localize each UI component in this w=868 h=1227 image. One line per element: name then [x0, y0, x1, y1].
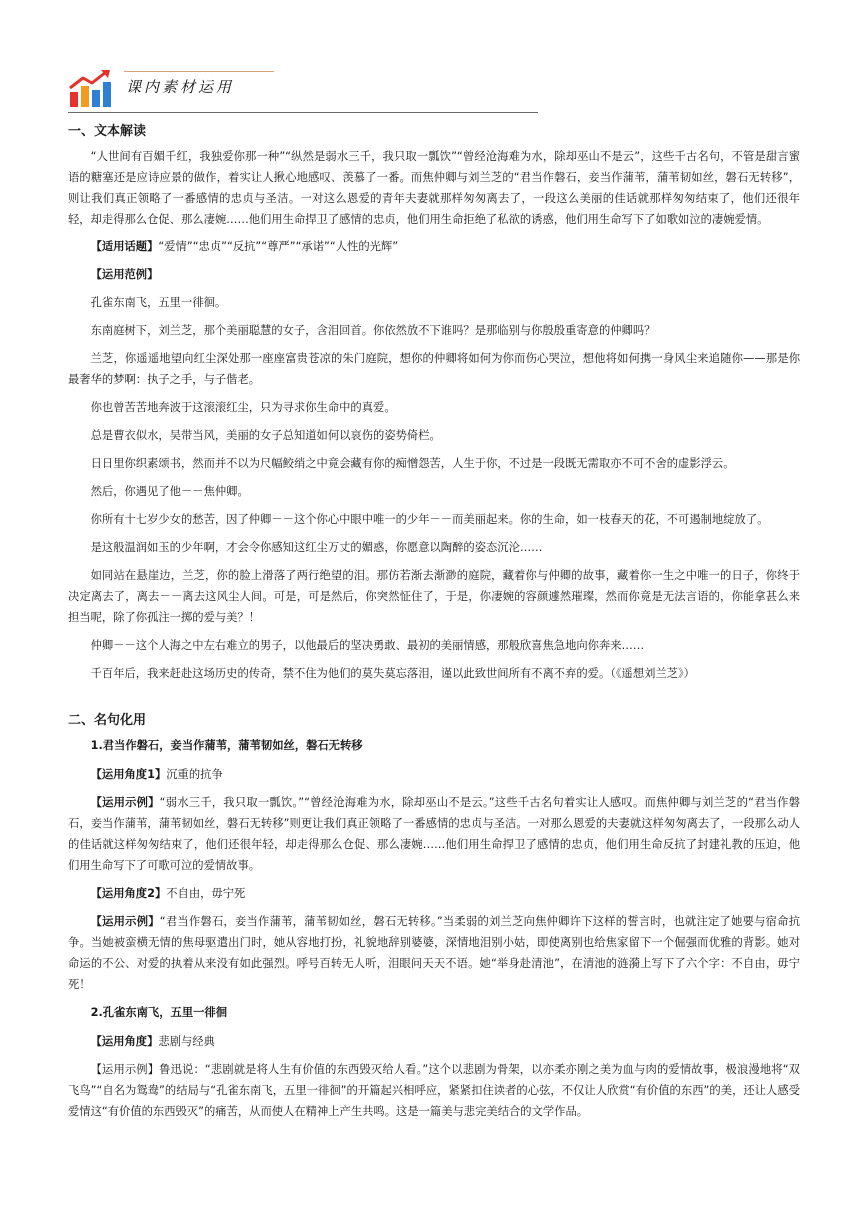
angle-label: 【运用角度2】 — [90, 887, 167, 900]
example-label: 【运用范例】 — [90, 268, 159, 281]
example-line-3 — [68, 1059, 800, 1122]
quote-title-1: 1.君当作磐石，妾当作蒲苇，蒲苇韧如丝，磐石无转移 — [90, 739, 363, 752]
header-accent-line — [124, 71, 274, 72]
example-paragraph: 你所有十七岁少女的愁苦，因了仲卿－－这个你心中眼中唯一的少年－－而美丽起来。你的生命，如一枝春天的花，不可遏制地绽放了。 — [90, 513, 769, 526]
example-text: “弱水三千，我只取一瓢饮。”“曾经沧海难为水，除却巫山不是云。”这些千古名句着实让人感叹。而焦仲卿与刘兰芝的“君当作磐石，妾当作蒲苇，蒲苇韧如丝，磐石无转移”则更让我们真正领略了一番感情的忠贞与圣洁。一对那么恩爱的夫妻就这样匆匆离去了，一段那么动人的佳话就这样匆匆结束了，他们还很年轻，却走得那么仓促、那么凄婉……他们用生命捍卫了感情的忠贞，他们用生命反抗了封建礼教的压迫，他们用生命写下了可歌可泣的爱情故事。 — [68, 796, 800, 872]
logo-bar-blue-2 — [103, 82, 111, 107]
example-paragraph: 东南庭树下，刘兰芝，那个美丽聪慧的女子，含泪回首。你依然放不下谁吗？是那临别与你殷殷重寄意的仲卿吗？ — [90, 324, 656, 337]
header-title: 课内素材运用 — [126, 78, 235, 96]
angle-text: 沉重的抗争 — [166, 768, 223, 781]
example-paragraph: 你也曾苦苦地奔波于这滚滚红尘，只为寻求你生命中的真爱。 — [90, 401, 396, 414]
section-heading-text-reading: 一、文本解读 — [68, 124, 147, 139]
example-paragraph: 千百年后，我来赶赴这场历史的传奇，禁不住为他们的莫失莫忘落泪，谨以此致世间所有不离不弃的爱。（《遥想刘兰芝》） — [90, 667, 695, 680]
example-paragraph: 孔雀东南飞，五里一徘徊。 — [90, 296, 227, 309]
angle-text: 不自由，毋宁死 — [166, 887, 246, 900]
topics-line — [68, 236, 800, 257]
angle-label: 【运用角度1】 — [90, 768, 167, 781]
section-heading-quotes: 二、名句化用 — [68, 713, 147, 728]
angle-text: 悲剧与经典 — [158, 1035, 215, 1048]
example-label: 【运用示例】 — [90, 796, 160, 809]
angle-line-3 — [68, 1031, 800, 1052]
example-text: 鲁迅说：“悲剧就是将人生有价值的东西毁灭给人看。”这个以悲剧为骨架，以亦柔亦刚之美为血与肉的爱情故事，极浪漫地将“双飞鸟”“自名为鸳鸯”的结局与“孔雀东南飞，五里一徘徊”的开篇起兴相呼应，紧紧扣住读者的心弦，不仅让人欣赏“有价值的东西”的美，还让人感受爱情这“有价值的东西毁灭”的痛苦，从而使人在精神上产生共鸣。这是一篇美与悲完美结合的文学作品。 — [68, 1063, 800, 1118]
example-text: “君当作磐石，妾当作蒲苇，蒲苇韧如丝，磐石无转移。”当柔弱的刘兰芝向焦仲卿许下这样的誓言时，也就注定了她要与宿命抗争。当她被蛮横无情的焦母驱遣出门时，她从容地打扮，礼貌地辞别婆婆，深情地泪别小姑，即使离别也给焦家留下一个倔强而优雅的背影。她对命运的不公、对爱的执着从来没有如此强烈。呼号百转无人听，泪眼问天天不语。她“举身赴清池”，在清池的涟漪上写下了六个字：不自由，毋宁死！ — [68, 915, 800, 991]
logo-bar-blue — [92, 90, 100, 107]
page-header — [68, 66, 538, 114]
example-paragraph: 兰芝，你遥遥地望向红尘深处那一座座富贵苍凉的朱门庭院，想你的仲卿将如何为你而伤心哭泣，想他将如何携一身风尘来追随你——那是你最奢华的梦啊：执子之手，与子偕老。 — [68, 352, 800, 386]
example-paragraph: 日日里你织素颂书，然而并不以为尺幅鲛绡之中竟会藏有你的痴憎怨苦，人生于你，不过是一段既无需取亦不可不舍的虚影浮云。 — [90, 457, 735, 470]
example-paragraph: 如同站在悬崖边，兰芝，你的脸上滑落了两行绝望的泪。那仿若渐去渐渺的庭院，藏着你与仲卿的故事，藏着你一生之中唯一的日子，你终于决定离去了，离去－－离去这风尘人间。可是，可是然后，你突然怔住了，于是，你凄婉的容颜遽然璀璨，然而你竟是无法言语的，你能拿甚么来担当呢，除了你孤注一掷的爱与美？！ — [68, 569, 800, 624]
header-divider — [68, 112, 538, 113]
example-line-2 — [68, 911, 800, 995]
intro-paragraph: “人世间有百媚千红，我独爱你那一种”“纵然是弱水三千，我只取一瓢饮”“曾经沧海难为水，除却巫山不是云”，这些千古名句，不管是甜言蜜语的糖塞还是应诗应景的做作，着实让人揪心地感叹、羡慕了一番。而焦仲卿与刘兰芝的“君当作磐石，妾当作蒲苇，蒲苇韧如丝，磐石无转移”，则让我们真正领略了一番感情的忠贞与圣洁。一对这么恩爱的青年夫妻就那样匆匆离去了，一段这么美丽的佳话就那样匆匆结束了，他们还很年轻，却走得那么仓促、那么凄婉……他们用生命捍卫了感情的忠贞，他们用生命拒绝了私欲的诱惑，他们用生命写下了如歌如泣的凄婉爱情。 — [68, 150, 800, 226]
example-paragraph: 是这般温润如玉的少年啊，才会令你感知这红尘万丈的媚惑，你愿意以陶醉的姿态沉沦…… — [90, 541, 543, 554]
example-paragraph: 然后，你遇见了他－－焦仲卿。 — [90, 485, 249, 498]
angle-label: 【运用角度】 — [90, 1035, 159, 1048]
example-label: 【运用示例】 — [90, 1063, 160, 1076]
example-label: 【运用示例】 — [90, 915, 160, 928]
example-paragraph: 总是曹衣似水，吴带当风，美丽的女子总知道如何以哀伤的姿势倚栏。 — [90, 429, 441, 442]
angle-line-1 — [68, 764, 800, 785]
quote-title-2: 2.孔雀东南飞，五里一徘徊 — [90, 1006, 228, 1019]
logo-bar-red — [70, 92, 78, 107]
logo-bar-orange — [81, 86, 89, 107]
topics-text: “爱情”“忠贞”“反抗”“尊严”“承诺”“人性的光辉” — [158, 240, 399, 253]
chart-growth-icon — [68, 68, 114, 108]
example-label-line — [68, 264, 800, 285]
document-body — [68, 122, 800, 1129]
angle-line-2 — [68, 883, 800, 904]
topics-label: 【适用话题】 — [90, 240, 159, 253]
example-paragraph: 仲卿－－这个人海之中左右难立的男子，以他最后的坚决勇敢、最初的美丽情感，那般欣喜焦急地向你奔来…… — [90, 639, 645, 652]
example-line-1 — [68, 792, 800, 876]
